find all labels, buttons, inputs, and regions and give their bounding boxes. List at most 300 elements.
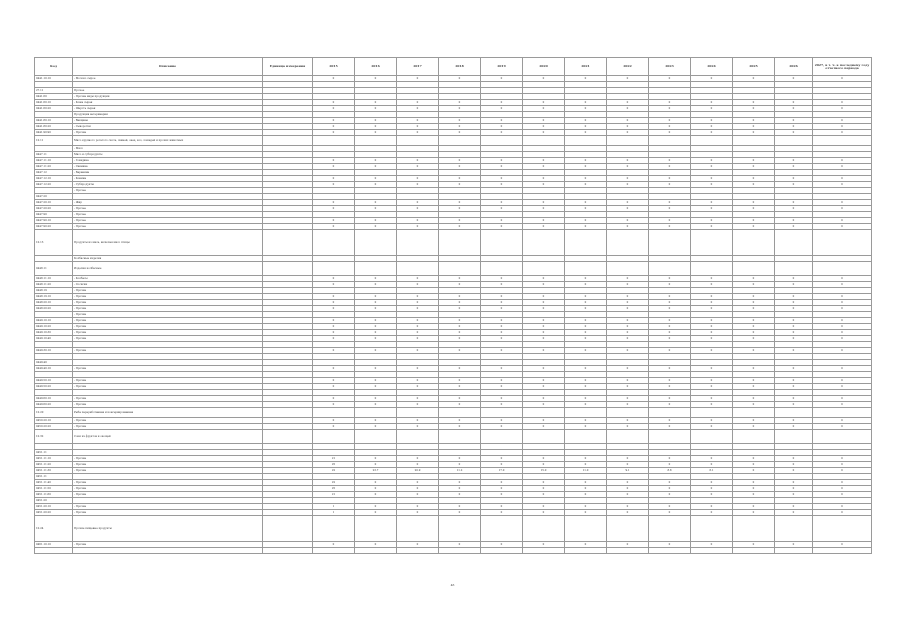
row-code: 0451.11.40 — [35, 480, 73, 486]
row-value: 0 — [691, 106, 733, 112]
row-value: 0 — [355, 336, 397, 342]
row-value: 0 — [607, 480, 649, 486]
row-value: 0 — [565, 504, 607, 510]
row-value: 0 — [397, 510, 439, 516]
row-value — [813, 430, 872, 444]
row-value: 0 — [607, 294, 649, 300]
row-value: 0 — [607, 176, 649, 182]
row-value: 0 — [523, 462, 565, 468]
row-value: 0 — [313, 282, 355, 288]
row-value — [649, 430, 691, 444]
row-value: 0 — [397, 130, 439, 136]
row-value: 0 — [813, 100, 872, 106]
row-value: 0 — [439, 402, 481, 408]
row-value: 0 — [649, 318, 691, 324]
row-value: 0 — [439, 124, 481, 130]
row-value: 0 — [523, 158, 565, 164]
row-value: 0 — [523, 182, 565, 188]
row-value — [523, 516, 565, 542]
row-value — [565, 430, 607, 444]
row-value: 0 — [649, 492, 691, 498]
table-row — [35, 136, 872, 146]
row-code: 0450.20.20 — [35, 424, 73, 430]
row-value: 0 — [355, 504, 397, 510]
row-name: - Кожа сырая — [73, 100, 263, 106]
row-value: 0 — [733, 130, 775, 136]
row-value: 0 — [565, 294, 607, 300]
row-value: 0 — [481, 276, 523, 282]
row-value: 0 — [691, 200, 733, 206]
row-value — [813, 262, 872, 276]
row-value: 0 — [439, 200, 481, 206]
row-value: 0 — [439, 130, 481, 136]
row-value: 0 — [733, 224, 775, 230]
row-value: 0 — [813, 396, 872, 402]
row-value: 0 — [397, 348, 439, 354]
row-value: 0 — [355, 318, 397, 324]
row-value — [397, 230, 439, 256]
row-value: 0 — [355, 486, 397, 492]
row-value: 0 — [733, 378, 775, 384]
row-value: 0 — [481, 124, 523, 130]
row-value: 0 — [607, 510, 649, 516]
row-value: 1 — [313, 510, 355, 516]
row-value: 0 — [313, 106, 355, 112]
row-value — [607, 516, 649, 542]
row-code: 0451.11.50 — [35, 486, 73, 492]
row-value: 0 — [649, 130, 691, 136]
row-code: 0448.11.20 — [35, 282, 73, 288]
row-value: 0 — [775, 182, 813, 188]
row-name: Соки из фруктов и овощей — [73, 430, 263, 444]
row-value: 0 — [565, 224, 607, 230]
row-value: 0 — [523, 106, 565, 112]
row-value — [813, 516, 872, 542]
row-value — [565, 548, 607, 554]
row-name: - Прочие — [73, 510, 263, 516]
row-value — [691, 548, 733, 554]
row-value: 0 — [691, 324, 733, 330]
row-value: 0 — [607, 276, 649, 282]
row-value: 0 — [691, 206, 733, 212]
row-value: 0 — [565, 348, 607, 354]
row-value: 0 — [397, 378, 439, 384]
row-value: 0 — [397, 486, 439, 492]
row-value — [813, 408, 872, 418]
row-name: - Прочие — [73, 348, 263, 354]
row-value: 0 — [775, 324, 813, 330]
row-code: 0450.20.10 — [35, 418, 73, 424]
row-name: - Прочее — [73, 218, 263, 224]
row-value — [439, 548, 481, 554]
row-name: Продукты из мяса, включая мясо птицы — [73, 230, 263, 256]
row-value: 0 — [313, 294, 355, 300]
row-value: 0 — [649, 158, 691, 164]
row-value: 0 — [607, 282, 649, 288]
row-value: 0 — [607, 462, 649, 468]
row-value: 0 — [565, 164, 607, 170]
row-value: 0 — [523, 318, 565, 324]
row-value — [775, 430, 813, 444]
row-code: 0441.60.20 — [35, 106, 73, 112]
row-value: 0 — [481, 486, 523, 492]
row-value: 0 — [607, 504, 649, 510]
row-code: 27.11 — [35, 88, 73, 94]
row-code: 0447.90 — [35, 212, 73, 218]
row-name: - Сосиски — [73, 282, 263, 288]
row-value: 0 — [649, 456, 691, 462]
row-value: 0 — [733, 158, 775, 164]
row-value: 0 — [565, 106, 607, 112]
row-value: 0 — [775, 456, 813, 462]
row-name: - Прочие — [73, 306, 263, 312]
row-value: 0 — [565, 100, 607, 106]
row-value: 0 — [691, 348, 733, 354]
row-value — [733, 516, 775, 542]
row-value: 0 — [523, 424, 565, 430]
row-value: 0 — [775, 418, 813, 424]
row-value: 0 — [397, 218, 439, 224]
row-value: 0 — [691, 276, 733, 282]
row-value: 0 — [565, 418, 607, 424]
row-value: 0 — [439, 106, 481, 112]
row-value: 0 — [481, 336, 523, 342]
row-value: 0 — [355, 206, 397, 212]
row-value: 0 — [313, 542, 355, 548]
row-value: 15.0 — [523, 468, 565, 474]
row-value: 0 — [565, 330, 607, 336]
row-value — [813, 230, 872, 256]
row-value — [691, 516, 733, 542]
row-value: 0 — [733, 418, 775, 424]
row-value: 0 — [691, 456, 733, 462]
row-value: 0 — [313, 306, 355, 312]
row-code: 0447.11.10 — [35, 158, 73, 164]
row-value: 0 — [607, 200, 649, 206]
row-value: 0 — [813, 402, 872, 408]
row-value: 0 — [733, 324, 775, 330]
row-value: 0 — [397, 100, 439, 106]
row-name: - Прочие — [73, 378, 263, 384]
row-value — [355, 230, 397, 256]
row-value: 0 — [775, 424, 813, 430]
row-value: 0 — [813, 130, 872, 136]
row-code: 0448.19.10 — [35, 294, 73, 300]
data-table — [34, 57, 872, 554]
row-value: 0 — [733, 424, 775, 430]
row-value: 0 — [355, 130, 397, 136]
row-value: 0 — [733, 348, 775, 354]
row-value: 0 — [691, 158, 733, 164]
row-value: 0 — [355, 384, 397, 390]
row-value: 0 — [481, 348, 523, 354]
row-value: 0 — [691, 396, 733, 402]
row-value: 0 — [397, 106, 439, 112]
row-value: 0 — [565, 486, 607, 492]
row-value: 0 — [649, 218, 691, 224]
row-value: 0 — [733, 336, 775, 342]
row-code: 0448.11.10 — [35, 276, 73, 282]
row-value: 0 — [607, 492, 649, 498]
row-value: 0 — [397, 176, 439, 182]
row-value: 0 — [813, 164, 872, 170]
row-value: 0 — [313, 378, 355, 384]
row-value: 0 — [813, 200, 872, 206]
row-value: 0 — [691, 402, 733, 408]
row-value: 0 — [813, 492, 872, 498]
table-row — [35, 516, 872, 542]
row-value — [481, 408, 523, 418]
row-value: 0 — [565, 336, 607, 342]
row-value: 0 — [649, 306, 691, 312]
row-value: 0 — [439, 384, 481, 390]
row-value: 0 — [481, 418, 523, 424]
row-value — [355, 136, 397, 146]
row-code: 0451.11.30 — [35, 468, 73, 474]
row-value: 0 — [523, 542, 565, 548]
row-value: 0 — [733, 366, 775, 372]
row-value: 0 — [481, 480, 523, 486]
row-value: 0 — [649, 348, 691, 354]
row-value: 0 — [691, 336, 733, 342]
row-value: 0 — [733, 118, 775, 124]
row-value: 0 — [691, 118, 733, 124]
row-value: 0 — [481, 504, 523, 510]
row-value: 0 — [813, 276, 872, 282]
row-value: 0 — [355, 118, 397, 124]
row-value: 0 — [607, 348, 649, 354]
row-value: 0 — [355, 462, 397, 468]
row-value: 0 — [607, 418, 649, 424]
row-value: 0 — [565, 384, 607, 390]
row-value: 0 — [607, 106, 649, 112]
row-value: 0 — [813, 282, 872, 288]
row-value: 0 — [355, 224, 397, 230]
row-value: 0 — [649, 366, 691, 372]
row-value — [775, 230, 813, 256]
row-value: 0 — [775, 76, 813, 82]
row-value: 0 — [481, 182, 523, 188]
row-value: 0 — [397, 276, 439, 282]
row-value: 0 — [481, 300, 523, 306]
table-body — [35, 76, 872, 554]
row-value: 0 — [355, 282, 397, 288]
row-code: 0449.10.10 — [35, 318, 73, 324]
row-value: 0 — [733, 468, 775, 474]
row-code: 0441.60.10 — [35, 100, 73, 106]
row-value: 25 — [313, 486, 355, 492]
row-value: 0 — [439, 348, 481, 354]
row-value: 0 — [649, 182, 691, 188]
row-code: 0451.11.10 — [35, 456, 73, 462]
row-value: 0 — [649, 504, 691, 510]
row-value: 0 — [813, 76, 872, 82]
row-value: 0 — [313, 418, 355, 424]
row-name: - Молоко сырое — [73, 76, 263, 82]
row-value: 0 — [523, 218, 565, 224]
row-value: 0 — [439, 206, 481, 212]
row-value: 0 — [775, 218, 813, 224]
row-value: 0 — [691, 300, 733, 306]
row-value: 0 — [523, 510, 565, 516]
header-year: 2025 — [733, 58, 775, 76]
row-value — [565, 408, 607, 418]
row-code: 0448.20.20 — [35, 306, 73, 312]
row-value: 0 — [565, 378, 607, 384]
row-value: 0 — [481, 324, 523, 330]
row-name: - Прочие — [73, 318, 263, 324]
row-name: Продукция ветеринарии — [73, 112, 263, 118]
row-value: 0 — [481, 206, 523, 212]
row-value: 0 — [607, 118, 649, 124]
row-value: 0 — [607, 300, 649, 306]
row-value — [733, 262, 775, 276]
table-row — [35, 262, 872, 276]
row-value: 0 — [397, 480, 439, 486]
row-name: - Прочее — [73, 188, 263, 194]
row-value — [607, 408, 649, 418]
row-value: 0 — [565, 176, 607, 182]
row-value: 0 — [691, 542, 733, 548]
row-value: 0 — [733, 200, 775, 206]
row-name: - Субпродукты — [73, 182, 263, 188]
row-value: 0 — [439, 336, 481, 342]
row-value — [691, 136, 733, 146]
row-value — [607, 136, 649, 146]
row-value: 0 — [649, 124, 691, 130]
row-name: - Прочие виды продукции — [73, 94, 263, 100]
row-value: 0 — [355, 510, 397, 516]
row-name: - Прочие — [73, 294, 263, 300]
row-name — [73, 548, 263, 554]
row-value: 0 — [607, 164, 649, 170]
row-name: - Прочее — [73, 224, 263, 230]
row-value: 0 — [649, 224, 691, 230]
row-value: 0 — [775, 468, 813, 474]
row-value: 0 — [691, 480, 733, 486]
row-value: 0 — [775, 164, 813, 170]
row-code: 0449.60.20 — [35, 402, 73, 408]
header-code: Код — [35, 58, 73, 76]
row-value: 0 — [439, 510, 481, 516]
row-value: 0 — [813, 336, 872, 342]
row-value — [313, 408, 355, 418]
row-name: - Прочие — [73, 480, 263, 486]
row-value: 0 — [649, 396, 691, 402]
row-value: 0 — [481, 378, 523, 384]
row-name: Мясо крупного рогатого скота, свиней, овец, коз, лошадей и прочих животных — [73, 136, 263, 146]
row-value: 0 — [481, 306, 523, 312]
row-value: 0 — [523, 176, 565, 182]
row-value: 0 — [607, 182, 649, 188]
row-code: 10.24 — [35, 516, 73, 542]
row-value: 0 — [355, 330, 397, 336]
row-value: 0 — [439, 224, 481, 230]
row-name: - Конина — [73, 176, 263, 182]
row-value — [439, 136, 481, 146]
row-value: 0 — [733, 218, 775, 224]
row-value: 0 — [313, 176, 355, 182]
row-code: 0447.20.10 — [35, 200, 73, 206]
row-value: 0 — [313, 318, 355, 324]
row-value: 0 — [733, 300, 775, 306]
row-value: 0 — [481, 542, 523, 548]
row-value: 0 — [439, 276, 481, 282]
row-value: 0 — [481, 294, 523, 300]
row-value: 0 — [439, 324, 481, 330]
row-value — [355, 548, 397, 554]
row-code: 0451.20.20 — [35, 510, 73, 516]
row-value: 0 — [649, 282, 691, 288]
row-value: 0 — [649, 206, 691, 212]
row-value — [397, 262, 439, 276]
row-value: 0 — [691, 318, 733, 324]
row-value — [733, 548, 775, 554]
row-value: 0 — [607, 324, 649, 330]
row-value: 0 — [691, 76, 733, 82]
row-value: 0 — [733, 106, 775, 112]
row-value: 0 — [523, 124, 565, 130]
row-value: 0 — [439, 330, 481, 336]
row-value: 0 — [775, 318, 813, 324]
row-value: 0 — [775, 462, 813, 468]
row-name: - Прочие — [73, 366, 263, 372]
row-code: 0448.11 — [35, 262, 73, 276]
row-value — [607, 262, 649, 276]
row-value: 0 — [649, 424, 691, 430]
row-value — [481, 230, 523, 256]
row-value: 9.1 — [607, 468, 649, 474]
row-value: 0 — [733, 182, 775, 188]
row-value — [397, 408, 439, 418]
row-code: 10.20 — [35, 408, 73, 418]
row-value: 0 — [607, 76, 649, 82]
row-value: 0 — [397, 456, 439, 462]
row-value: 0 — [775, 306, 813, 312]
row-value — [565, 136, 607, 146]
row-value: 0 — [733, 402, 775, 408]
row-code: 0447.12 — [35, 170, 73, 176]
row-value: 0 — [691, 306, 733, 312]
row-value — [733, 430, 775, 444]
row-value: 0 — [439, 462, 481, 468]
row-value: 0 — [523, 480, 565, 486]
row-code: 0451.11.60 — [35, 492, 73, 498]
row-value: 0 — [813, 384, 872, 390]
row-value: 0 — [691, 366, 733, 372]
row-value — [607, 548, 649, 554]
row-code: 0448.20.10 — [35, 300, 73, 306]
row-value: 0 — [649, 418, 691, 424]
row-value: 0 — [607, 402, 649, 408]
row-value: 0 — [565, 282, 607, 288]
row-value: 0 — [607, 336, 649, 342]
row-value: 0 — [481, 424, 523, 430]
row-unit — [263, 548, 313, 554]
row-value — [649, 136, 691, 146]
row-value — [607, 430, 649, 444]
row-value: 0 — [607, 378, 649, 384]
row-value: 0 — [481, 330, 523, 336]
row-code: 0447.11 — [35, 152, 73, 158]
row-value — [313, 136, 355, 146]
row-value — [775, 548, 813, 554]
row-value — [733, 408, 775, 418]
row-value: 0 — [355, 378, 397, 384]
row-value: 0 — [523, 402, 565, 408]
row-value: 0 — [439, 480, 481, 486]
row-value: 0 — [523, 378, 565, 384]
